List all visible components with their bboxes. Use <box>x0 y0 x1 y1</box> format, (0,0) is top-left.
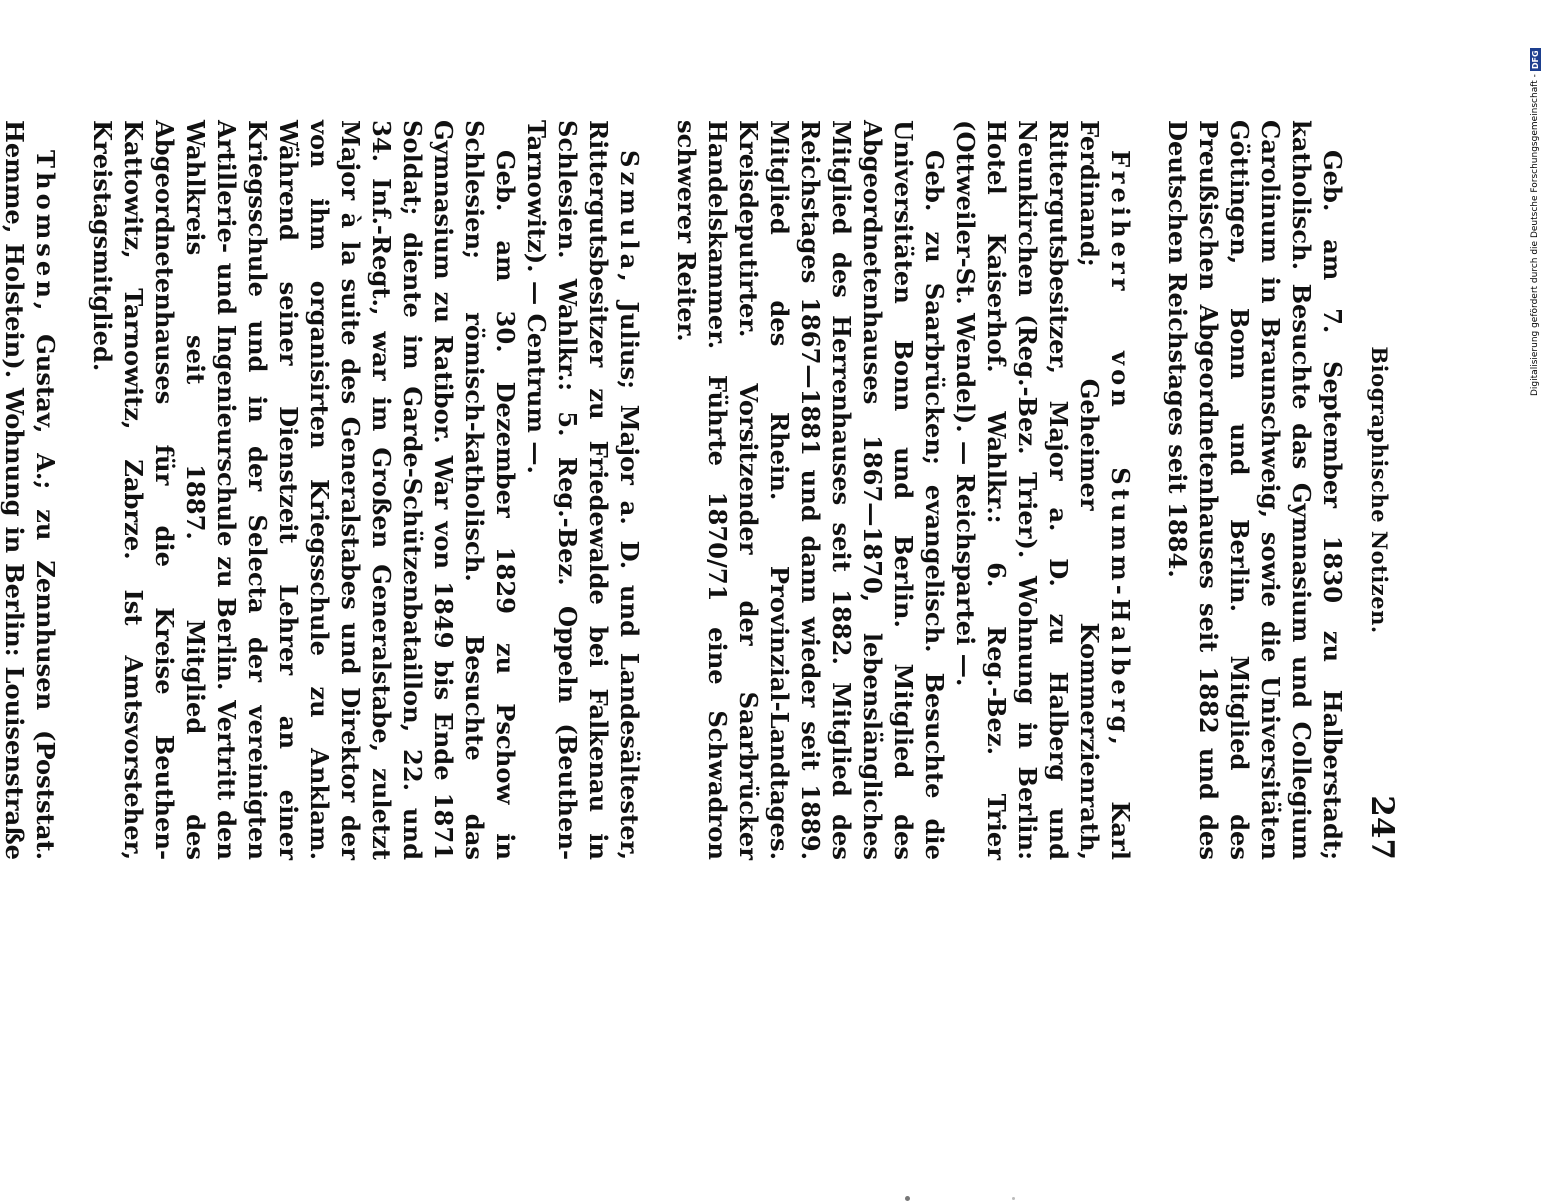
entry-1 <box>1162 120 1348 860</box>
funding-strip <box>1529 4 1541 396</box>
entry-stumm-halberg <box>671 120 1136 860</box>
entry-1-paragraph-1: Geb. am 7. September 1830 zu Halberstadt; katholisch. Besuchte das Gymnasium und Collegium Carolinum in Braunschweig, sowie die Universitäten Göttingen, Bonn und Berlin. Mitglied des Preußischen Abgeordnetenhauses seit 1882 und des Deutschen Reichstages seit 1884. <box>1163 120 1347 860</box>
dfg-logo: DFG <box>1530 50 1540 70</box>
entry-name: Freiherr von Stumm-Halberg, <box>1106 150 1135 749</box>
running-title: Biographische Notizen. <box>1367 346 1392 634</box>
book-page <box>0 120 1400 860</box>
page-number: 247 <box>1364 795 1400 860</box>
print-speck <box>905 1196 910 1201</box>
entry-stumm-halberg-paragraph-1 <box>950 120 1136 860</box>
entry-szmula-header-text: Julius; Major a. D. und Landesältester, Rittergutsbesitzer zu Friedewalde bei Falkenau in Schlesien. Wahlkr.: 5. Reg.-Bez. Oppeln (Beuthen-Tarnowitz). — Centrum —. <box>522 120 644 860</box>
entry-name: Szmula, <box>615 150 644 286</box>
entry-stumm-halberg-paragraph-2: Geb. zu Saarbrücken; evangelisch. Besuchte die Universitäten Bonn und Berlin. Mitglied des Abgeordnetenhauses 1867—1870, lebenslängliches Mitglied des Herrenhauses seit 1882. Mitglied des Reichstages 1867—1881 und dann wieder seit 1889. Mitglied des Rhein. Provinzial-Landtages. Kreisdeputirter. Vorsitzender der Saarbrücker Handelskammer. Führte 1870/71 eine Schwadron schwerer Reiter. <box>672 120 949 860</box>
entry-szmula-paragraph-2: Geb. am 30. Dezember 1829 zu Pschow in Schlesien; römisch-katholisch. Besuchte das Gymnasium zu Ratibor. War von 1849 bis Ende 1871 Soldat; diente im Garde-Schützenbataillon, 22. und 34. Inf.-Regt., war im Großen Generalstabe, zuletzt Major à la suite des Generalstabes und Direktor der von ihm organisirten Kriegsschule zu Anklam. Während seiner Dienstzeit Lehrer an einer Kriegsschule und in der Selecta der vereinigten Artillerie- und Ingenieurschule zu Berlin. Vertritt den Wahlkreis seit 1887. Mitglied des Abgeordnetenhauses für die Kreise Beuthen-Kattowitz, Tarnowitz, Zabrze. Ist Amtsvorsteher, Kreistagsmitglied. <box>88 120 520 860</box>
entry-name: Thomsen, <box>31 150 60 315</box>
entry-szmula-paragraph-1 <box>521 120 645 860</box>
funding-note <box>1529 4 1541 396</box>
running-head <box>1348 120 1400 860</box>
entry-szmula <box>87 120 645 860</box>
entry-thomsen <box>0 120 61 860</box>
entry-thomsen-paragraph-1 <box>0 120 61 860</box>
print-speck <box>1012 1197 1015 1200</box>
funding-note-text: Digitalisierung gefördert durch die Deutsche Forschungsgemeinschaft - <box>1530 74 1540 396</box>
entry-stumm-halberg-header-text: Karl Ferdinand; Geheimer Kommerzienrath, Rittergutsbesitzer, Major a. D. zu Halberg und Neunkirchen (Reg.-Bez. Trier). Wohnung in Berlin: Hotel Kaiserhof. Wahlkr.: 6. Reg.-Bez. Trier (Ottweiler-St. Wendel). — Reichspartei —. <box>951 120 1135 860</box>
entry-thomsen-header-text: Gustav, A.; zu Zennhusen (Poststat. Hemme, Holstein). Wohnung in Berlin: Louisenstraße <box>0 120 60 860</box>
